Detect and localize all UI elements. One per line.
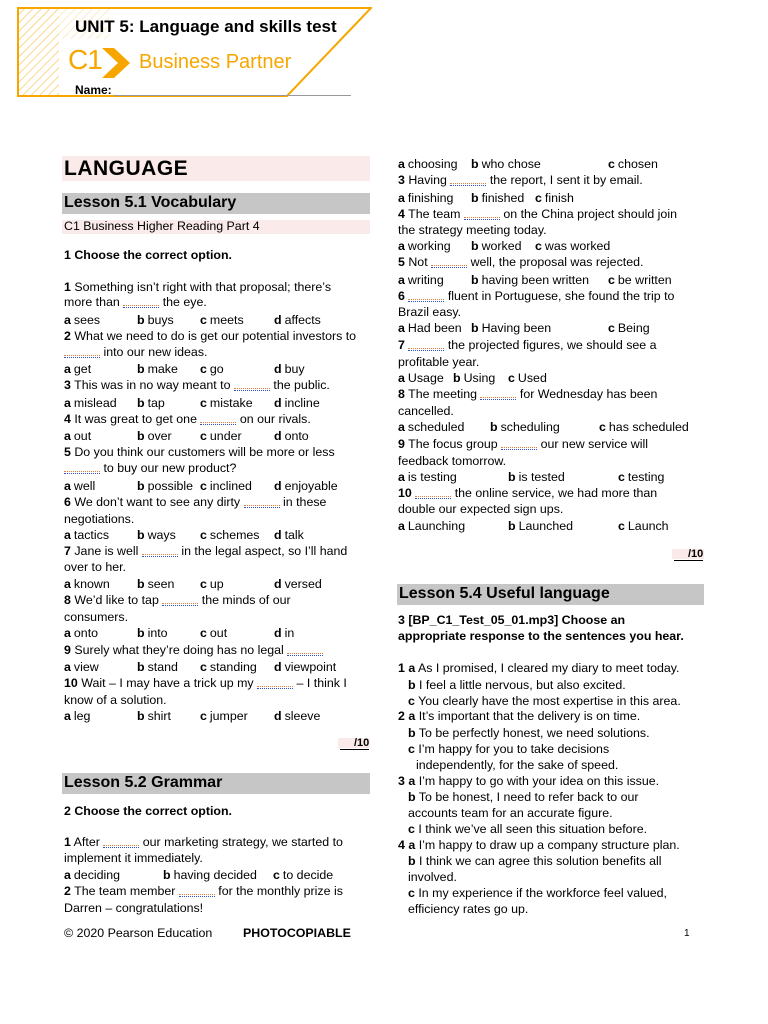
option-c[interactable]: c schemes <box>200 528 260 542</box>
option-a[interactable]: a deciding <box>64 868 121 882</box>
unit-title: UNIT 5: Language and skills test <box>75 17 337 36</box>
option-a[interactable]: a working <box>398 239 451 253</box>
option-a[interactable]: a known <box>64 577 110 591</box>
option-b[interactable]: b worked <box>471 239 522 253</box>
vocab-q2: 2 What we need to do is get our potential investors to <box>64 329 357 343</box>
option-d[interactable]: d viewpoint <box>274 660 337 674</box>
option-c[interactable]: c finish <box>535 191 574 205</box>
option-b[interactable]: b Using <box>453 371 496 385</box>
answer-blank[interactable] <box>123 295 159 306</box>
answer-blank[interactable] <box>244 495 280 506</box>
option-d[interactable]: d buy <box>274 362 305 376</box>
vocab-q5-cont: to buy our new product? <box>64 461 236 476</box>
option-c[interactable]: c was worked <box>535 239 611 253</box>
vocab-q2-cont: into our new ideas. <box>64 345 207 360</box>
answer-blank[interactable] <box>257 676 293 687</box>
answer-blank[interactable] <box>162 593 198 604</box>
grammar-q4-cont: the strategy meeting today. <box>398 223 547 237</box>
answer-blank[interactable] <box>415 486 451 497</box>
option-b[interactable]: b having decided <box>163 868 257 882</box>
answer-blank[interactable] <box>501 437 537 448</box>
vocab-q10: 10 Wait – I may have a trick up my – I think I <box>64 676 347 690</box>
answer-blank[interactable] <box>480 387 516 398</box>
option-a[interactable]: a view <box>64 660 99 674</box>
chevron-right-icon <box>100 46 132 80</box>
option-b[interactable]: b possible <box>137 479 194 493</box>
photocopiable-label: PHOTOCOPIABLE <box>243 926 351 940</box>
grammar-q1-cont: implement it immediately. <box>64 851 203 865</box>
option-b[interactable]: b scheduling <box>490 420 560 434</box>
useful-q1c[interactable]: c You clearly have the most expertise in this area. <box>408 694 681 708</box>
useful-heading: Lesson 5.4 Useful language <box>399 585 610 602</box>
option-b[interactable]: b finished <box>471 191 525 205</box>
option-a[interactable]: a get <box>64 362 92 376</box>
useful-q3c[interactable]: c I think we’ve all seen this situation before. <box>408 822 648 836</box>
answer-blank[interactable] <box>234 378 270 389</box>
option-b[interactable]: b into <box>137 626 168 640</box>
option-a[interactable]: a Usage <box>398 371 444 385</box>
grammar-q10: 10 the online service, we had more than <box>398 486 658 500</box>
option-c[interactable]: c jumper <box>200 709 248 723</box>
option-d[interactable]: d onto <box>274 429 309 443</box>
option-b[interactable]: b ways <box>137 528 176 542</box>
option-b[interactable]: b Launched <box>508 519 574 533</box>
option-b[interactable]: b who chose <box>471 157 541 171</box>
useful-q4b-cont: involved. <box>408 870 457 884</box>
grammar-q2-cont: Darren – congratulations! <box>64 901 204 915</box>
option-a[interactable]: a scheduled <box>398 420 465 434</box>
vocab-q6: 6 We don’t want to see any dirty in these <box>64 495 327 509</box>
option-c[interactable]: c testing <box>618 470 665 484</box>
useful-q3b-cont: accounts team for an accurate figure. <box>408 806 613 820</box>
option-a[interactable]: a onto <box>64 626 99 640</box>
grammar-q3: 3 Having the report, I sent it by email. <box>398 173 643 187</box>
option-c[interactable]: c standing <box>200 660 257 674</box>
answer-blank[interactable] <box>103 835 139 846</box>
name-field-line[interactable] <box>114 95 351 96</box>
option-a[interactable]: a out <box>64 429 92 443</box>
useful-q4b[interactable]: b I think we can agree this solution benefits all <box>408 854 662 868</box>
option-a[interactable]: a choosing <box>398 157 458 171</box>
vocab-q8: 8 We’d like to tap the minds of our <box>64 593 291 607</box>
vocab-q6-cont: negotiations. <box>64 512 135 526</box>
vocab-score[interactable]: /10 <box>340 737 369 750</box>
grammar-heading: Lesson 5.2 Grammar <box>64 774 223 791</box>
vocab-q5: 5 Do you think our customers will be more or less <box>64 445 335 459</box>
vocab-q4: 4 It was great to get one on our rivals. <box>64 412 311 426</box>
option-b[interactable]: b shirt <box>137 709 171 723</box>
answer-blank[interactable] <box>408 289 444 300</box>
grammar-q2: 2 The team member for the monthly prize is <box>64 884 343 898</box>
option-a[interactable]: a Had been <box>398 321 462 335</box>
option-d[interactable]: d versed <box>274 577 322 591</box>
option-b[interactable]: b tap <box>137 396 165 410</box>
vocab-q3: 3 This was in no way meant to the public. <box>64 378 330 392</box>
grammar-q8: 8 The meeting for Wednesday has been <box>398 387 658 401</box>
answer-blank[interactable] <box>287 643 323 654</box>
vocab-q1-cont: more than the eye. <box>64 295 207 309</box>
useful-q4c[interactable]: c In my experience if the workforce feel valued, <box>408 886 667 900</box>
option-c[interactable]: c be written <box>608 273 672 287</box>
useful-q3a[interactable]: 3 a I’m happy to go with your idea on this issue. <box>398 774 660 788</box>
name-label: Name: <box>75 83 112 97</box>
answer-blank[interactable] <box>179 884 215 895</box>
option-d[interactable]: d in <box>274 626 295 640</box>
grammar-q5: 5 Not well, the proposal was rejected. <box>398 255 644 269</box>
option-a[interactable]: a is testing <box>398 470 457 484</box>
option-c[interactable]: c has scheduled <box>599 420 689 434</box>
useful-q2a[interactable]: 2 a It’s important that the delivery is on time. <box>398 709 641 723</box>
answer-blank[interactable] <box>431 255 467 266</box>
answer-blank[interactable] <box>464 207 500 218</box>
useful-q2b[interactable]: b To be perfectly honest, we need solutions. <box>408 726 650 740</box>
vocab-q7-cont: over to her. <box>64 560 126 574</box>
answer-blank[interactable] <box>450 173 486 184</box>
option-c[interactable]: c mistake <box>200 396 253 410</box>
option-d[interactable]: d talk <box>274 528 304 542</box>
grammar-q10-cont: double our expected sign ups. <box>398 502 564 516</box>
grammar-q6: 6 fluent in Portuguese, she found the trip to <box>398 289 675 303</box>
option-d[interactable]: d incline <box>274 396 320 410</box>
option-a[interactable]: a mislead <box>64 396 117 410</box>
vocab-subtitle: C1 Business Higher Reading Part 4 <box>64 219 260 233</box>
answer-blank[interactable] <box>64 345 100 356</box>
useful-q1b[interactable]: b I feel a little nervous, but also excited. <box>408 678 626 692</box>
option-b[interactable]: b is tested <box>508 470 565 484</box>
useful-q2c-cont: independently, for the sake of speed. <box>416 758 619 772</box>
answer-blank[interactable] <box>64 461 100 472</box>
option-b[interactable]: b buys <box>137 313 174 327</box>
option-d[interactable]: d affects <box>274 313 321 327</box>
option-c[interactable]: c to decide <box>273 868 334 882</box>
grammar-q9-cont: feedback tomorrow. <box>398 454 507 468</box>
option-c[interactable]: c under <box>200 429 242 443</box>
vocab-q10-cont: know of a solution. <box>64 693 167 707</box>
option-c[interactable]: c Used <box>508 371 547 385</box>
option-b[interactable]: b make <box>137 362 178 376</box>
logo-level: C1 <box>68 44 102 75</box>
option-c[interactable]: c meets <box>200 313 244 327</box>
grammar-q8-cont: cancelled. <box>398 404 454 418</box>
grammar-q4: 4 The team on the China project should join <box>398 207 677 221</box>
option-a[interactable]: a writing <box>398 273 444 287</box>
option-b[interactable]: b Having been <box>471 321 552 335</box>
useful-q2c[interactable]: c I’m happy for you to take decisions <box>408 742 610 756</box>
grammar-q9: 9 The focus group our new service will <box>398 437 648 451</box>
option-b[interactable]: b stand <box>137 660 178 674</box>
grammar-score[interactable]: /10 <box>674 548 703 561</box>
grammar-instruction: 2 Choose the correct option. <box>64 804 232 818</box>
option-b[interactable]: b seen <box>137 577 175 591</box>
vocab-q8-cont: consumers. <box>64 610 129 624</box>
language-heading: LANGUAGE <box>64 157 189 180</box>
vocab-instruction: 1 Choose the correct option. <box>64 248 232 262</box>
answer-blank[interactable] <box>200 412 236 423</box>
option-c[interactable]: c inclined <box>200 479 252 493</box>
page-number: 1 <box>684 928 690 939</box>
useful-q3b[interactable]: b To be honest, I need to refer back to our <box>408 790 639 804</box>
option-c[interactable]: c Being <box>608 321 650 335</box>
option-b[interactable]: b over <box>137 429 172 443</box>
option-a[interactable]: a leg <box>64 709 91 723</box>
option-a[interactable]: a tactics <box>64 528 110 542</box>
option-b[interactable]: b having been written <box>471 273 590 287</box>
option-c[interactable]: c go <box>200 362 224 376</box>
grammar-q7-cont: profitable year. <box>398 355 480 369</box>
answer-blank[interactable] <box>142 544 178 555</box>
vocab-heading: Lesson 5.1 Vocabulary <box>64 194 237 211</box>
useful-instruction: 3 [BP_C1_Test_05_01.mp3] Choose an <box>398 613 626 627</box>
option-c[interactable]: c Launch <box>618 519 669 533</box>
option-d[interactable]: d enjoyable <box>274 479 338 493</box>
useful-q4c-cont: efficiency rates go up. <box>408 902 529 916</box>
vocab-q7: 7 Jane is well in the legal aspect, so I’ll hand <box>64 544 348 558</box>
grammar-q1: 1 After our marketing strategy, we started to <box>64 835 343 849</box>
option-a[interactable]: a well <box>64 479 96 493</box>
answer-blank[interactable] <box>408 338 444 349</box>
useful-instruction-cont: appropriate response to the sentences you hear. <box>398 629 684 643</box>
useful-q4a[interactable]: 4 a I’m happy to draw up a company structure plan. <box>398 838 680 852</box>
vocab-q1-options[interactable]: a sees <box>64 313 101 327</box>
copyright: © 2020 Pearson Education <box>64 926 213 940</box>
vocab-q9: 9 Surely what they’re doing has no legal <box>64 643 323 658</box>
option-c[interactable]: c up <box>200 577 224 591</box>
option-a[interactable]: a Launching <box>398 519 466 533</box>
grammar-q7: 7 the projected figures, we should see a <box>398 338 657 352</box>
option-d[interactable]: d sleeve <box>274 709 321 723</box>
vocab-q1: 1 Something isn’t right with that proposal; there’s <box>64 280 332 294</box>
logo-brand: Business Partner <box>139 51 292 73</box>
grammar-q6-cont: Brazil easy. <box>398 305 462 319</box>
useful-q1a[interactable]: 1 a As I promised, I cleared my diary to meet today. <box>398 661 680 675</box>
option-c[interactable]: c out <box>200 626 228 640</box>
option-c[interactable]: c chosen <box>608 157 658 171</box>
option-a[interactable]: a finishing <box>398 191 454 205</box>
